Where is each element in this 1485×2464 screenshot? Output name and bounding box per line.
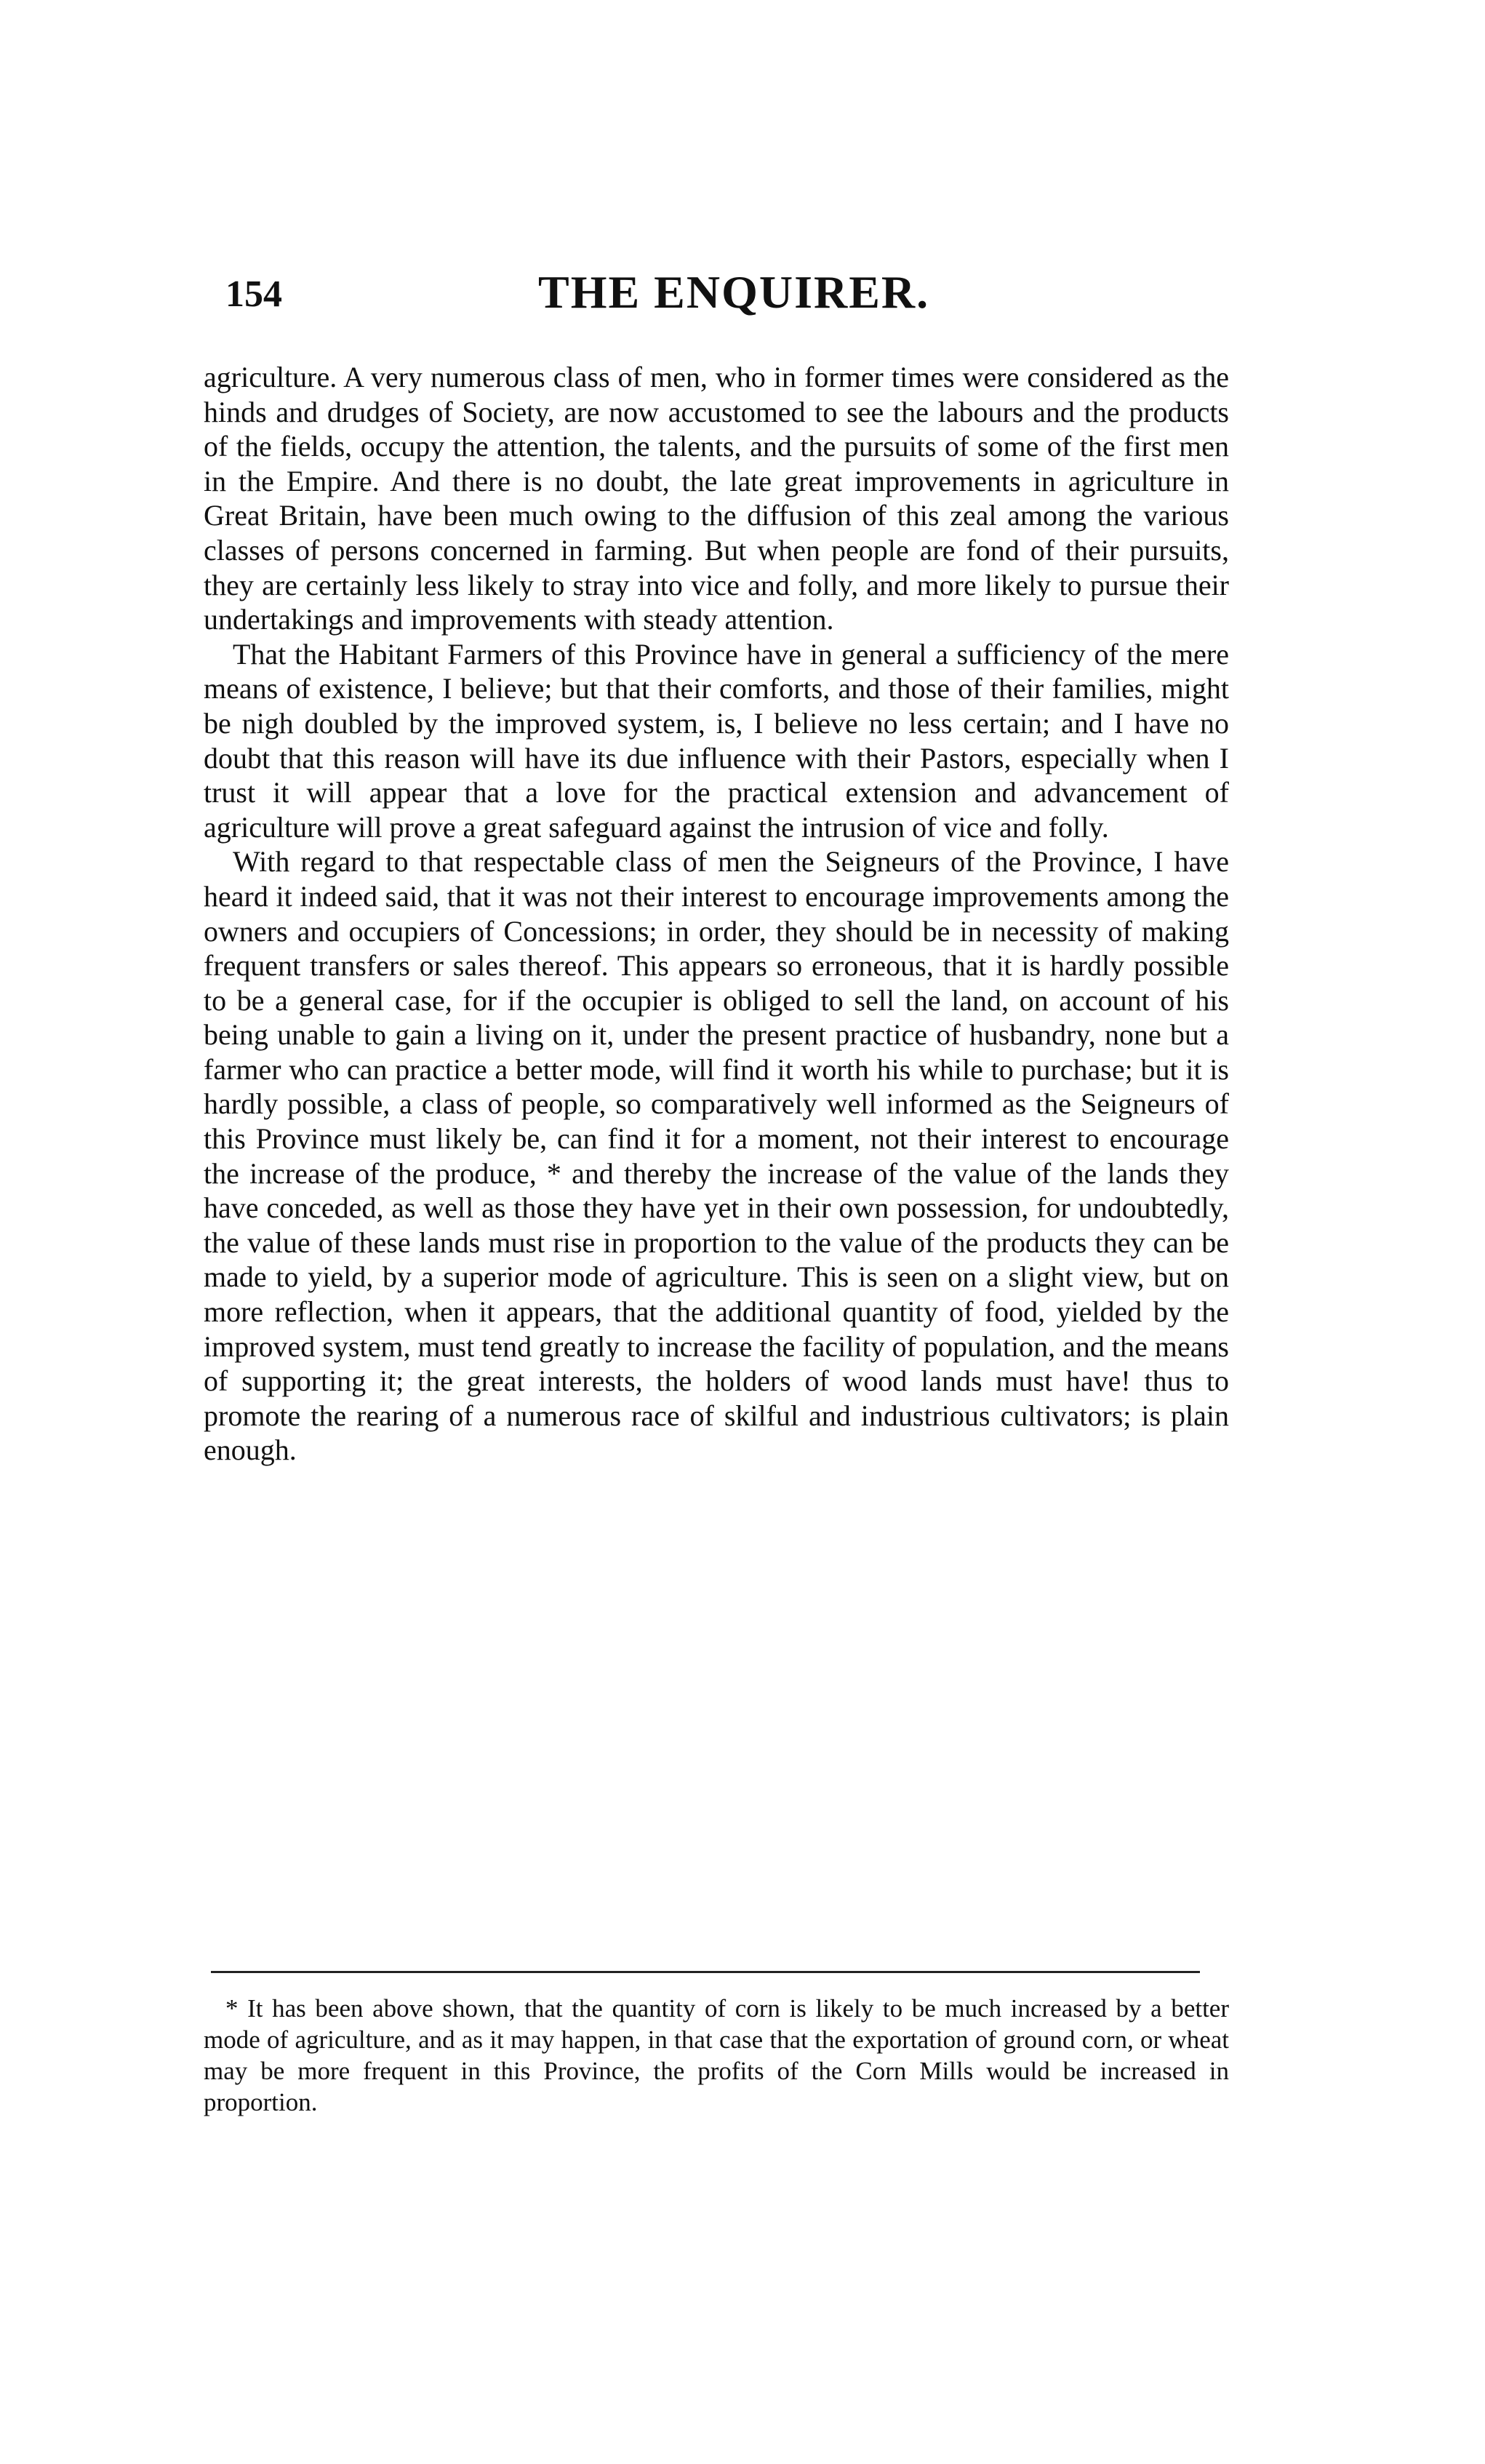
footnote-text: * It has been above shown, that the quantity of corn is likely to be much increased by a better mode of agriculture, and as it may happen, in that case that the exportation of ground corn, or wheat may be more frequent in this Province, the profits of the Corn Mills would be increased in proportion. — [204, 1994, 1229, 2116]
body-text — [204, 360, 1229, 1468]
footnote — [204, 1993, 1229, 2118]
paragraph-1: agriculture. A very numerous class of men, who in former times were considered as the hinds and drudges of Society, are now accustomed to see the labours and the products of the fields, occupy the attention, the talents, and the pursuits of some of the first men in the Empire. And there is no doubt, the late great improvements in agriculture in Great Britain, have been much owing to the diffusion of this zeal among the various classes of persons concerned in farming. But when people are fond of their pursuits, they are certainly less likely to stray into vice and folly, and more likely to pursue their undertakings and improvements with steady attention. — [204, 361, 1229, 636]
running-title: THE ENQUIRER. — [538, 266, 930, 318]
paragraph-2: That the Habitant Farmers of this Province have in general a sufficiency of the mere means of existence, I believe; but that their comforts, and those of their families, might be nigh doubled by the improved system, is, I believe no less certain; and I have no doubt that this reason will have its due influence with their Pastors, especially when I trust it will appear that a love for the practical extension and advancement of agriculture will prove a great safeguard against the intrusion of vice and folly. — [204, 637, 1229, 844]
footnote-divider — [211, 1971, 1200, 1973]
page-header — [218, 265, 1236, 324]
paragraph-3: With regard to that respectable class of men the Seigneurs of the Province, I have heard it indeed said, that it was not their interest to encourage improvements among the owners and occupiers of Concessions; in order, they should be in necessity of making frequent transfers or sales thereof. This appears so erroneous, that it is hardly possible to be a general case, for if the occupier is obliged to sell the land, on account of his being unable to gain a living on it, under the present practice of husbandry, none but a farmer who can practice a better mode, will find it worth his while to purchase; but it is hardly possible, a class of people, so comparatively well informed as the Seigneurs of this Province must likely be, can find it for a moment, not their interest to encourage the increase of the produce, * and thereby the increase of the value of the lands they have conceded, as well as those they have yet in their own possession, for undoubtedly, the value of these lands must rise in proportion to the value of the products they can be made to yield, by a superior mode of agriculture. This is seen on a slight view, but on more reflection, when it appears, that the additional quantity of food, yielded by the improved system, must tend greatly to increase the facility of population, and the means of supporting it; the great interests, the holders of wood lands must have! thus to promote the rearing of a numerous race of skilful and industrious cultivators; is plain enough. — [204, 845, 1229, 1467]
page-number: 154 — [225, 273, 282, 315]
